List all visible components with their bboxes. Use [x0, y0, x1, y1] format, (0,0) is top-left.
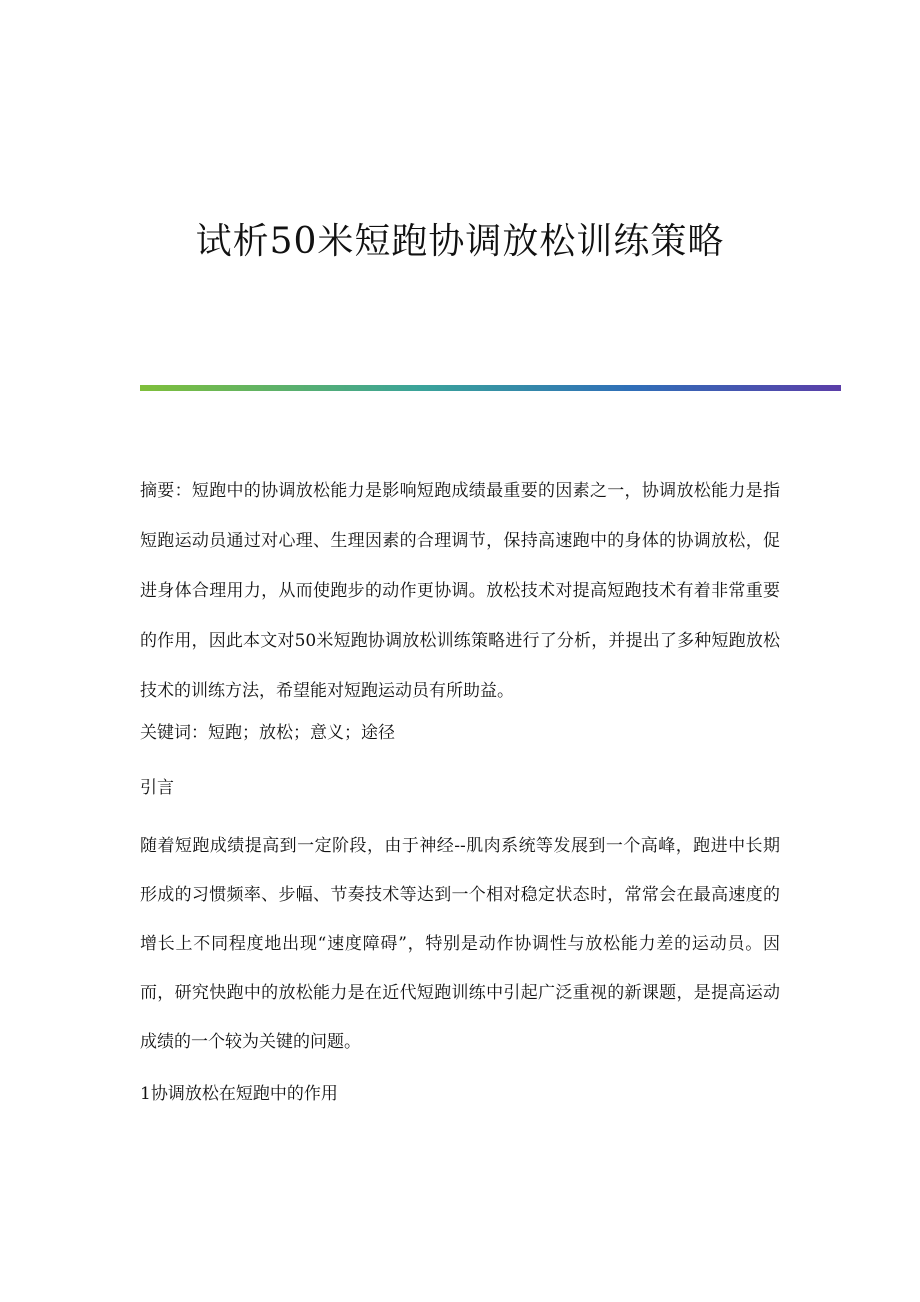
- abstract-paragraph: 摘要：短跑中的协调放松能力是影响短跑成绩最重要的因素之一，协调放松能力是指短跑运动员通过对心理、生理因素的合理调节，保持高速跑中的身体的协调放松，促进身体合理用力，从而使跑步的动作更协调。放松技术对提高短跑技术有着非常重要的作用，因此本文对50米短跑协调放松训练策略进行了分析，并提出了多种短跑放松技术的训练方法，希望能对短跑运动员有所助益。: [140, 481, 780, 701]
- intro-paragraph: 随着短跑成绩提高到一定阶段，由于神经--肌肉系统等发展到一个高峰，跑进中长期形成的习惯频率、步幅、节奏技术等达到一个相对稳定状态时，常常会在最高速度的增长上不同程度地出现“速度障碍”，特别是动作协调性与放松能力差的运动员。因而，研究快跑中的放松能力是在近代短跑训练中引起广泛重视的新课题，是提高运动成绩的一个较为关键的问题。: [140, 836, 780, 1052]
- section-heading: 1协调放松在短跑中的作用: [140, 1084, 338, 1104]
- intro-heading: 引言: [140, 778, 174, 798]
- page-title: 试析50米短跑协调放松训练策略: [195, 221, 725, 262]
- keywords-line: 关键词：短跑；放松；意义；途径: [140, 723, 395, 743]
- title-divider: [140, 385, 841, 391]
